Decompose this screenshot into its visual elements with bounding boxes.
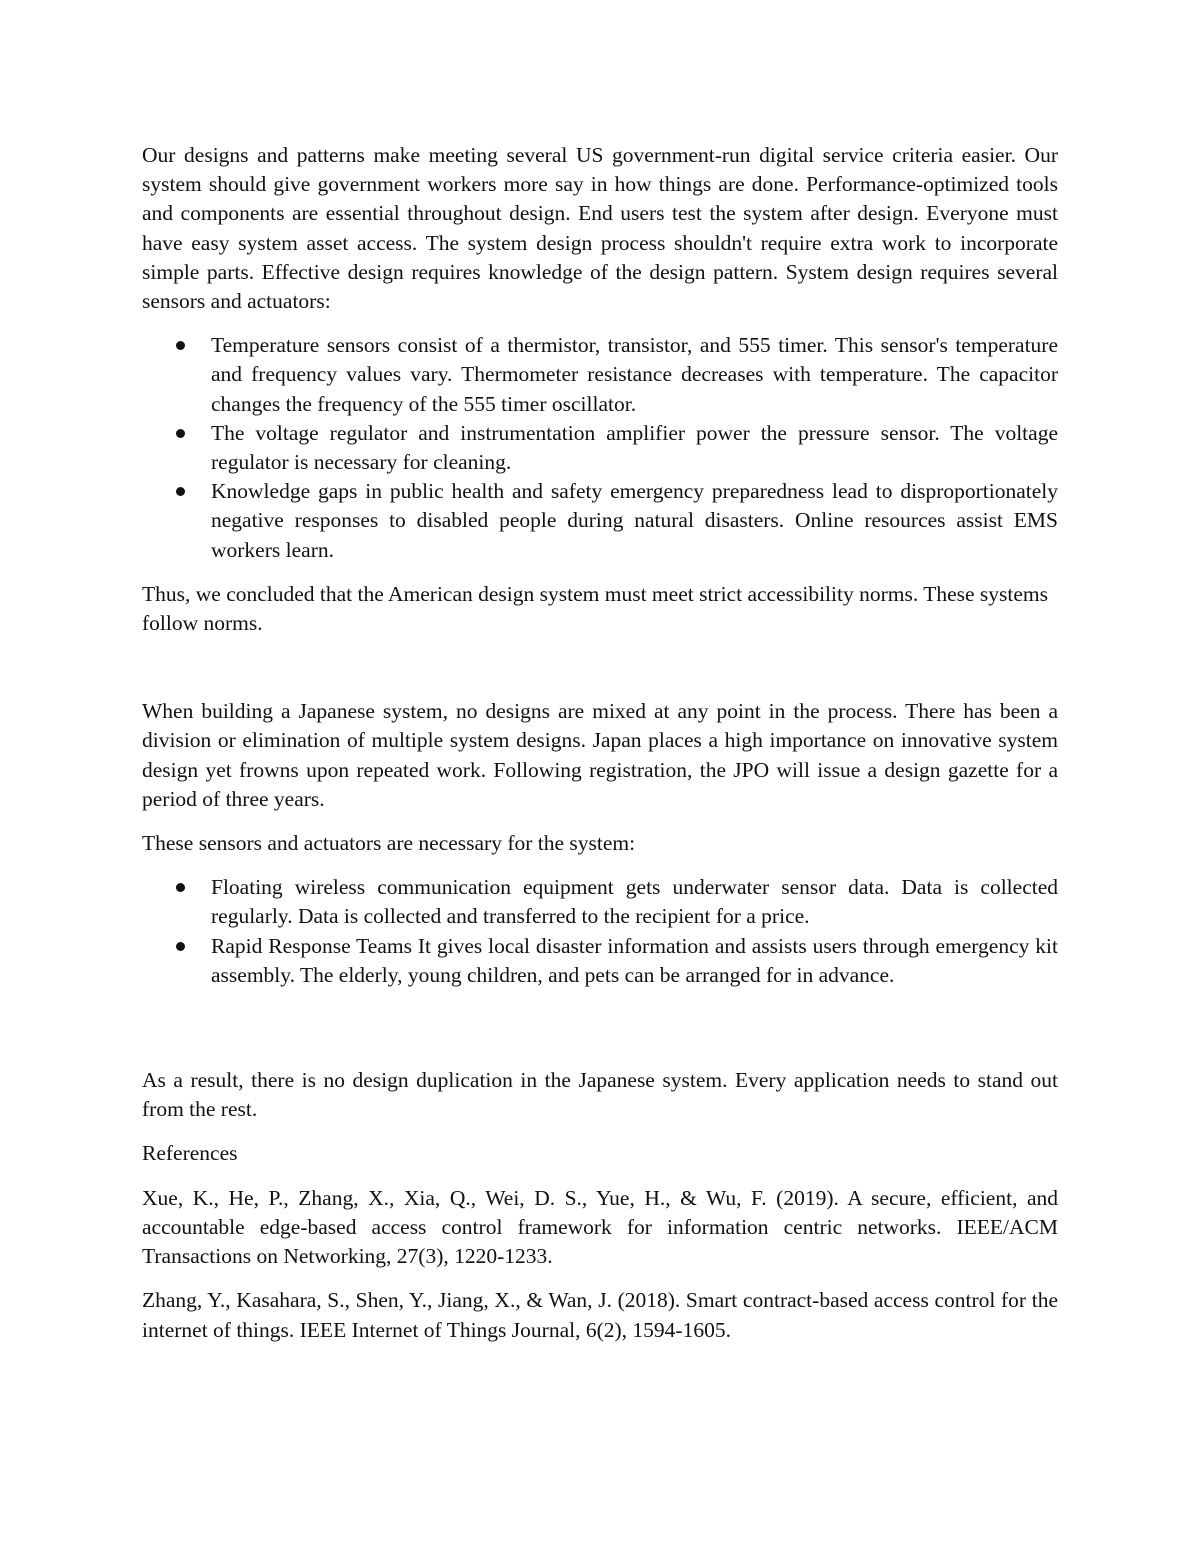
japan-sensor-list [142,873,1058,990]
list-item-text: Knowledge gaps in public health and safety emergency preparedness lead to disproportionately negative responses to disabled people during natural disasters. Online resources assist EMS workers learn. [211,479,1058,562]
us-sensor-list [142,331,1058,565]
list-item [142,477,1058,565]
reference-entry: Xue, K., He, P., Zhang, X., Xia, Q., Wei, D. S., Yue, H., & Wu, F. (2019). A secure, efficient, and accountable edge-based access control framework for information centric networks. IEEE/ACM Transactions on Networking, 27(3), 1220-1233. [142,1185,1058,1269]
us-conclusion-paragraph: Thus, we concluded that the American design system must meet strict accessibility norms. These systems follow norms. [142,581,1049,636]
japan-paragraph: When building a Japanese system, no designs are mixed at any point in the process. There has been a division or elimination of multiple system designs. Japan places a high importance on innovative system design yet frowns upon repeated work. Following registration, the JPO will issue a design gazette for a period of three years. [142,699,1058,811]
bullet-icon [176,883,185,892]
list-item [142,873,1058,931]
intro-paragraph: Our designs and patterns make meeting several US government-run digital service criteria easier. Our system should give government workers more say in how things are done. Performance-optimized tools and components are essential throughout design. End users test the system after design. Everyone must have easy system asset access. The system design process shouldn't require extra work to incorporate simple parts. Effective design requires knowledge of the design pattern. System design requires several sensors and actuators: [142,143,1058,314]
bullet-icon [176,487,185,496]
japan-conclusion-paragraph: As a result, there is no design duplication in the Japanese system. Every application needs to stand out from the rest. [142,1068,1058,1122]
japan-intro-paragraph: These sensors and actuators are necessary for the system: [142,831,636,856]
reference-entry: Zhang, Y., Kasahara, S., Shen, Y., Jiang, X., & Wan, J. (2018). Smart contract-based access control for the internet of things. IEEE Internet of Things Journal, 6(2), 1594-1605. [142,1288,1058,1342]
list-item-text: Rapid Response Teams It gives local disaster information and assists users through emergency kit assembly. The elderly, young children, and pets can be arranged for in advance. [211,933,1058,987]
list-item-text: Floating wireless communication equipment gets underwater sensor data. Data is collected regularly. Data is collected and transferred to the recipient for a price. [211,875,1058,929]
list-item [142,331,1058,419]
bullet-icon [176,942,185,951]
list-item-text: Temperature sensors consist of a thermistor, transistor, and 555 timer. This sensor's temperature and frequency values vary. Thermometer resistance decreases with temperature. The capacitor changes the frequency of the 555 timer oscillator. [211,333,1058,416]
spacer [142,653,1058,697]
bullet-icon [176,429,185,438]
list-item-text: The voltage regulator and instrumentation amplifier power the pressure sensor. The voltage regulator is necessary for cleaning. [211,420,1058,475]
list-item [142,932,1058,990]
bullet-icon [176,341,185,350]
list-item [142,419,1058,477]
spacer [142,1005,1058,1066]
references-heading: References [142,1141,238,1166]
document-page [142,141,1058,1360]
